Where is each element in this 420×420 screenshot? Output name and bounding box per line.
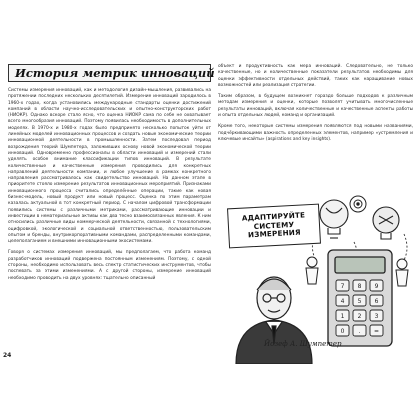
portrait-bust	[236, 277, 312, 364]
page-title: История метрик инноваций	[15, 66, 215, 80]
figure-caption	[228, 211, 319, 241]
right-column	[218, 64, 413, 148]
page-title-box	[8, 64, 215, 82]
right-paragraph-3: Кроме того, некоторые системы измерения появляются под новыми названиями, подчёркивающими важность определенных элементов, например «устремления и ключевые инсайты» (aspirations and key insights).	[218, 124, 413, 142]
left-paragraph-2: Говоря о системах измерения инноваций, мы предполагаем, что работа команд разработчиков инноваций подвержена постоянным изменениям. Поэтому, с одной стороны, необходимо использовать весь спектр статистических инструментов, чтобы поспевать за этими изменениями. А с другой стороны, измерение инноваций необходимо проводить на двух уровнях: тщательно описанный	[8, 250, 211, 281]
figure-caption-line-2: СИСТЕМУ ИЗМЕРЕНИЯ	[247, 219, 301, 240]
idea-bulb-left	[320, 200, 348, 238]
figure-caption-line-1: АДАПТИРУЙТЕ	[241, 210, 306, 223]
calculator-key-label: 4	[340, 298, 345, 306]
target-doodle	[350, 196, 366, 212]
calculator-key-label: 3	[374, 313, 379, 321]
calculator-key-label: 9	[374, 283, 379, 291]
calculator-key-label: =	[373, 328, 380, 336]
left-column	[8, 88, 211, 287]
calculator-key-label: 2	[357, 313, 362, 321]
calculator-key-label: 0	[340, 328, 345, 336]
portrait-signature: Йозеф А. Шумпетер	[264, 340, 342, 348]
calculator-key-label: 7	[340, 283, 345, 291]
idea-bulb-right	[373, 207, 399, 239]
calculator-key-label: 5	[357, 298, 362, 306]
right-paragraph-2: Таким образом, в будущем возникнет гораздо больше подходов к различным методам измерения и оценки, которые позволят учитывать многочисленные результаты инноваций, включая количественные и качественные аспекты работы и опыта отдельных людей, команд и организаций.	[218, 94, 413, 119]
calculator-key-label: .	[358, 328, 361, 336]
calculator-key-label: 8	[357, 283, 362, 291]
page-number: 24	[3, 352, 12, 359]
calculator-key-label: 1	[340, 313, 345, 321]
calculator-key-label: 6	[374, 298, 379, 306]
right-paragraph-1: объект и продуктивность как мера инноваций. Следовательно, не только качественные, но и количественные показатели результатов необходимы для оценки эффективности отдельных действий, таких как наращивание новых возможностей или реализация стратегии.	[218, 64, 413, 88]
figure-caption-card	[227, 204, 321, 249]
left-paragraph-1: Системы измерения инноваций, как и методология дизайн-мышления, развивались на протяжении последних нескольких десятилетий. Измерение инноваций зародилось в 1960-х годах, когда установились международные стандарты оценки достижений компаний в области научно-исследовательских и опытно-конструкторских работ (НИОКР). Однако вскоре стало ясно, что оценка НИОКР сама по себе не охватывает всего многообразия инноваций. Поэтому появилась необходимость в дополнительных моделях. В 1970-х и 1980-х годах было предпринято несколько попыток уйти от линейных моделей инновационных процессов и создать новые экономические теории инновационной деятельности в промышленности. Затем последовал период возрождения теорий Шумпетера, заложивших основу новой экономической теории инноваций. Одновременно профессионалы в области инноваций и измерений стали уделять особое внимание классификации типов инноваций. В результате количественные и качественные измерения проводились для конкретных направлений деятельности компании, и любое улучшение в рамках конкретного направления рассматривалось как свидетельство инноваций. На данном этапе в приоритете стояло измерение результатов инновационных мероприятий. Признаками инновационного процесса считались определённые операции, такие как новая бизнес-модель, новый продукт или новый процесс. Оценка по этим параметрам казалась актуальной в тот конкретный период. С началом цифровой трансформации появились системы с различными метриками, рассматривающие инновации и инвестиции в нематериальные активы как два тесно взаимосвязанных явления. К ним относились различные виды коммерческой деятельности, связанной с технологиями, оцифровкой, экологической и социальной ответственностью, пользовательским опытом и бренды, внутрикорпоративными командами, распределенными командами, целеполаганием и внешними инновационными экосистемами.	[8, 88, 211, 245]
